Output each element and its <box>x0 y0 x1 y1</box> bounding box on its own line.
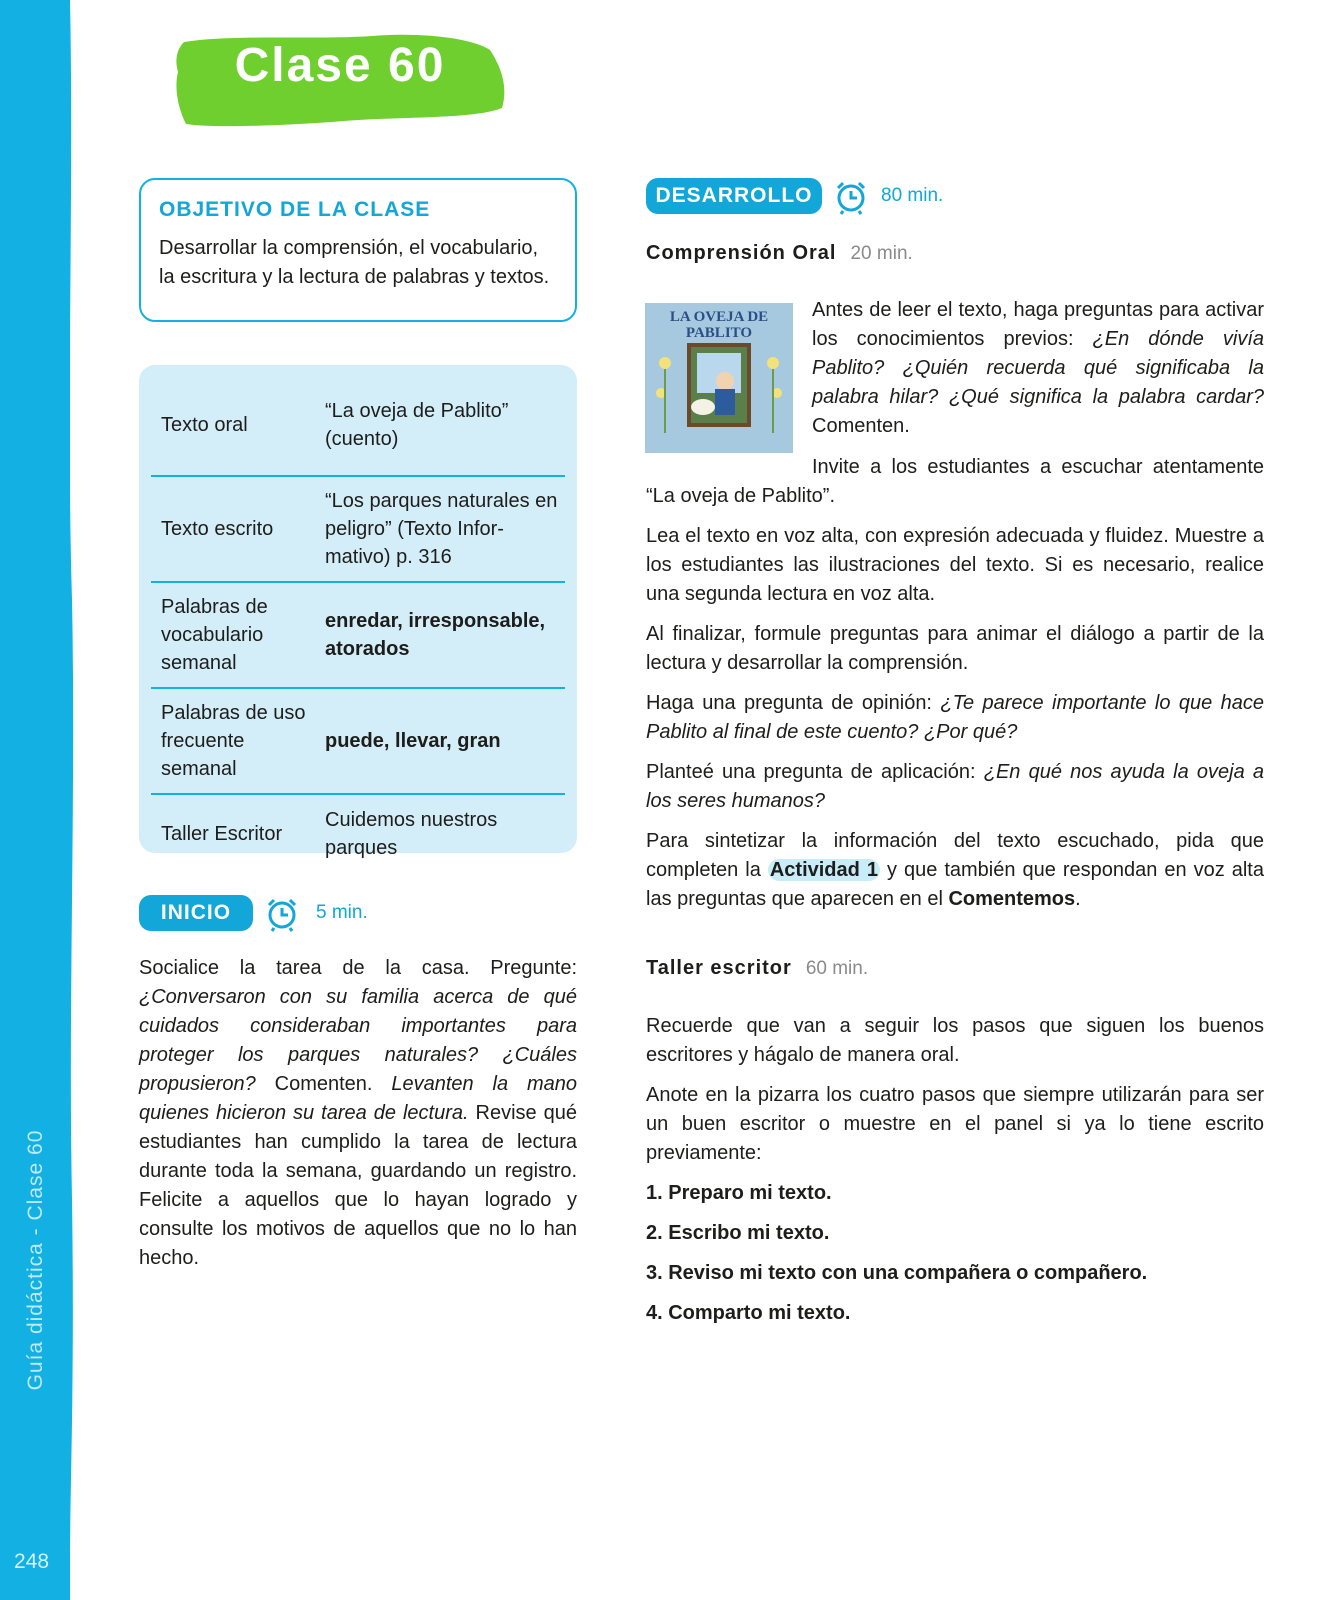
text-run: Antes de leer el texto, haga preguntas para activar los conocimientos previos: <box>812 299 1264 350</box>
inicio-paragraph <box>139 954 577 1273</box>
table-row <box>151 583 565 689</box>
section-title: Taller escritor <box>646 957 792 979</box>
text-run: Comenten. <box>812 415 910 437</box>
taller-text <box>646 1012 1264 1339</box>
comprension-paragraph: Invite a los estudiantes a escuchar atentamente “La oveja de Pablito”. <box>646 456 1264 507</box>
comprension-text <box>646 453 1264 925</box>
row-label: Texto oral <box>161 414 248 436</box>
list-item: 3. Reviso mi texto con una compañera o compañero. <box>646 1262 1148 1284</box>
taller-paragraph: Recuerde que van a seguir los pasos que siguen los buenos escritores y hágalo de manera oral. <box>646 1015 1264 1066</box>
text-run-italic: ¿Te parece importante lo que hace Pablito al final de este cuento? ¿Por qué? <box>646 692 1265 743</box>
sidebar-label: Guía didáctica - Clase 60 <box>24 1129 47 1391</box>
table-row <box>151 375 565 477</box>
text-run: Planteé una pregunta de aplicación: <box>646 761 984 783</box>
comprension-paragraph <box>646 827 1264 914</box>
taller-heading <box>646 957 868 980</box>
steps-list <box>646 1179 1264 1328</box>
text-run: Revise qué estudiantes han cumplido la tarea de lectura durante toda la semana, guardando un registro. Felicite a aquellos que lo hayan logrado y consulte los motivos de aquellos que no lo han hecho. <box>139 1102 577 1269</box>
text-run-bold: Comentemos <box>948 888 1076 910</box>
table-row <box>151 477 565 583</box>
table-row <box>151 689 565 795</box>
page-title: Clase 60 <box>234 39 446 92</box>
comprension-paragraph <box>812 296 1264 441</box>
comprension-paragraph <box>646 758 1264 816</box>
row-label: Texto escrito <box>161 518 274 540</box>
list-item: 2. Escribo mi texto. <box>646 1222 830 1244</box>
comprension-heading <box>646 242 913 265</box>
objective-heading: OBJETIVO DE LA CLASE <box>159 198 431 221</box>
page-number: 248 <box>14 1550 50 1573</box>
row-label: Palabras de uso frecuente semanal <box>161 702 306 780</box>
list-item: 4. Comparto mi texto. <box>646 1302 851 1324</box>
alarm-clock-icon <box>264 896 300 932</box>
text-run: Para sintetizar la información del texto escuchado, pida que completen la <box>646 830 1264 881</box>
class-info-table <box>139 365 577 859</box>
taller-paragraph: Anote en la pizarra los cuatro pasos que siempre utilizarán para ser un buen escritor o muestre en el panel si ya lo tiene escrito previamente: <box>646 1084 1264 1164</box>
book-cover-title: LA OVEJA DE PABLITO <box>669 309 769 341</box>
text-run-italic: ¿En qué nos ayuda la oveja a los seres humanos? <box>646 761 1265 812</box>
text-run-italic: Levanten la mano quienes hicieron su tarea de lectura. <box>139 1073 577 1124</box>
comprension-paragraph: Lea el texto en voz alta, con expresión adecuada y fluidez. Muestre a los estudiantes las ilustraciones del texto. Si es necesario, realice una segunda lectura en voz alta. <box>646 525 1264 605</box>
objective-text: Desarrollar la comprensión, el vocabulario, la escritura y la lectura de palabras y textos. <box>159 237 550 288</box>
inicio-time: 5 min. <box>316 902 368 923</box>
text-run: y que también que respondan en voz alta las preguntas que aparecen en el <box>646 859 1264 910</box>
comprension-text-top <box>812 296 1264 452</box>
inicio-text <box>139 954 577 1284</box>
row-value: “Los parques naturales en peligro” (Texto Infor-mativo) p. 316 <box>325 490 558 568</box>
table-row <box>151 795 565 873</box>
row-value: enredar, irresponsable, atorados <box>325 610 546 660</box>
row-label: Palabras de vocabulario semanal <box>161 596 268 674</box>
text-run: Socialice la tarea de la casa. Pregunte: <box>139 957 577 979</box>
row-value: puede, llevar, gran <box>325 730 501 752</box>
section-time: 60 min. <box>805 958 869 979</box>
list-item: 1. Preparo mi texto. <box>646 1182 832 1204</box>
desarrollo-time: 80 min. <box>881 185 944 206</box>
row-value: “La oveja de Pablito” (cuento) <box>325 400 509 450</box>
row-value: Cuidemos nuestros parques <box>325 809 498 859</box>
comprension-paragraph: Al finalizar, formule preguntas para animar el diálogo a partir de la lectura y desarrollar la comprensión. <box>646 623 1264 674</box>
text-run: Haga una pregunta de opinión: <box>646 692 941 714</box>
text-run-italic: ¿En dónde vivía Pablito? ¿Quién recuerda qué significaba la palabra hilar? ¿Qué significa la palabra cardar? <box>812 328 1265 408</box>
comprension-paragraph <box>646 689 1264 747</box>
sidebar-wave-edge <box>60 0 80 1600</box>
alarm-clock-icon <box>833 179 869 215</box>
row-label: Taller Escritor <box>161 823 283 845</box>
text-run: Comenten. <box>255 1073 392 1095</box>
section-time: 20 min. <box>850 243 913 264</box>
section-title: Comprensión Oral <box>646 242 837 264</box>
book-cover-image <box>645 303 793 453</box>
activity-highlight: Actividad 1 <box>769 859 878 881</box>
text-run: . <box>1075 888 1081 910</box>
objective-box <box>139 178 577 322</box>
text-run-italic: ¿Conversaron con su familia acerca de qué cuidados consideraban importantes para proteger los parques naturales? ¿Cuáles propusieron? <box>139 986 577 1095</box>
desarrollo-badge: DESARROLLO <box>646 178 822 214</box>
inicio-badge: INICIO <box>139 895 253 931</box>
